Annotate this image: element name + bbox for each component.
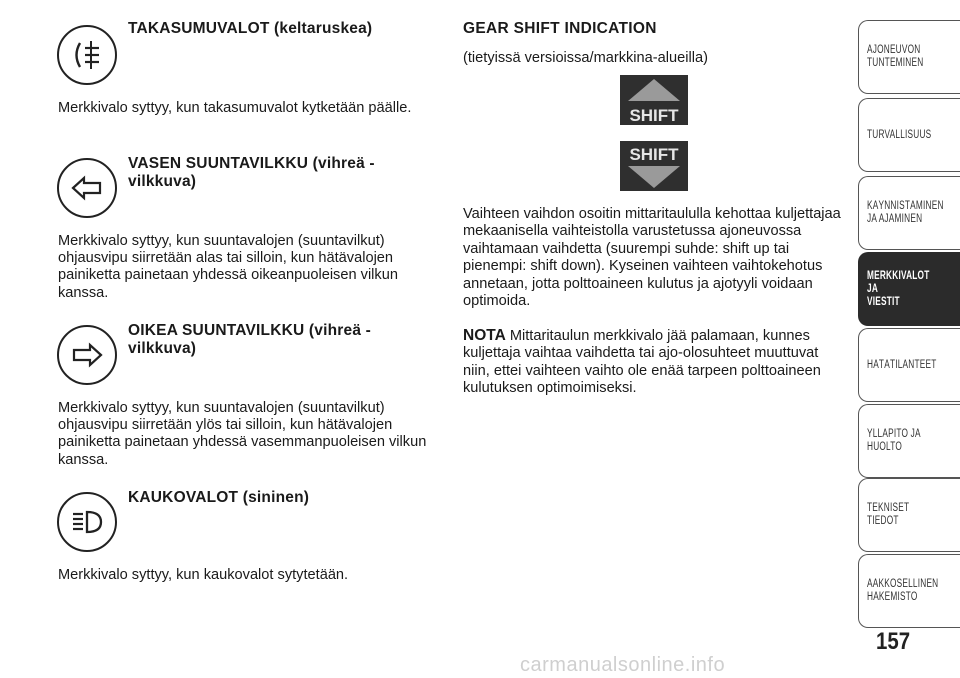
tab-tekniset-tiedot[interactable]: TEKNISET TIEDOT [858, 478, 960, 552]
rear-fog-heading: TAKASUMUVALOT (keltaruskea) [128, 20, 373, 37]
left-turn-signal-icon [57, 158, 117, 218]
tab-merkkivalot-active[interactable]: MERKKIVALOT JA VIESTIT [858, 252, 960, 326]
gear-shift-subtitle: (tietyissä versioissa/markkina-alueilla) [463, 50, 708, 66]
page-number: 157 [876, 628, 911, 655]
left-turn-description: Merkkivalo syttyy, kun suuntavalojen (suuntavilkut) ohjausvipu siirretään alas tai silloin, kun hätävalojen painiketta painetaan yhdessä oikeanpuoleisen vilkun kanssa. [58, 233, 398, 301]
high-beam-description: Merkkivalo syttyy, kun kaukovalot sytytetään. [58, 567, 349, 583]
nota-label: NOTA [463, 327, 506, 344]
shift-down-label: SHIFT [629, 145, 679, 164]
gear-shift-description: Vaihteen vaihdon osoitin mittaritaululla kehottaa kuljettajaa mekaanisella vaihteistolla varustetussa ajoneuvossa vaihtamaan vaihdetta (suurempi suhde: shift up tai pienempi: shift down). Kyseinen vaihteen vaihtokehotus annetaan, jotta polttoaineen kulutus ja ajotyyli voidaan optimoida. [463, 206, 841, 310]
right-turn-description: Merkkivalo syttyy, kun suuntavalojen (suuntavilkut) ohjausvipu siirretään ylös tai silloin, kun hätävalojen painiketta painetaan yhdessä vasemmanpuoleisen vilkun kanssa. [58, 400, 427, 468]
shift-down-indicator-icon [620, 141, 688, 191]
tab-hakemisto[interactable]: AAKKOSELLINEN HAKEMISTO [858, 554, 960, 628]
tab-kaynnistaminen[interactable]: KÄYNNISTÄMINEN JA AJAMINEN [858, 176, 960, 250]
shift-up-indicator-icon [620, 75, 688, 125]
tab-yllapito[interactable]: YLLÄPITO JA HUOLTO [858, 404, 960, 478]
nota-paragraph [463, 327, 843, 398]
gear-shift-title: GEAR SHIFT INDICATION [463, 20, 657, 37]
tab-turvallisuus[interactable]: TURVALLISUUS [858, 98, 960, 172]
tab-ajoneuvon-tunteminen[interactable]: AJONEUVON TUNTEMINEN [858, 20, 960, 94]
tab-hatatilanteet[interactable]: HÄTÄTILANTEET [858, 328, 960, 402]
left-turn-heading: VASEN SUUNTAVILKKU (vihreä - vilkkuva) [128, 155, 375, 190]
rear-fog-description: Merkkivalo syttyy, kun takasumuvalot kytketään päälle. [58, 100, 412, 116]
high-beam-heading: KAUKOVALOT (sininen) [128, 489, 310, 506]
shift-up-label: SHIFT [629, 106, 679, 125]
rear-fog-light-icon [57, 25, 117, 85]
watermark: carmanualsonline.info [520, 654, 726, 676]
right-turn-heading: OIKEA SUUNTAVILKKU (vihreä - vilkkuva) [128, 322, 372, 357]
high-beam-icon [57, 492, 117, 552]
right-turn-signal-icon [57, 325, 117, 385]
nota-text: Mittaritaulun merkkivalo jää palamaan, kunnes kuljettaja vaihtaa vaihdetta tai ajo-olosuhteet muuttuvat niin, ettei vaihteen vaihto ole enää tarpeen polttoaineen kulutuksen optimoimiseksi. [463, 328, 821, 397]
